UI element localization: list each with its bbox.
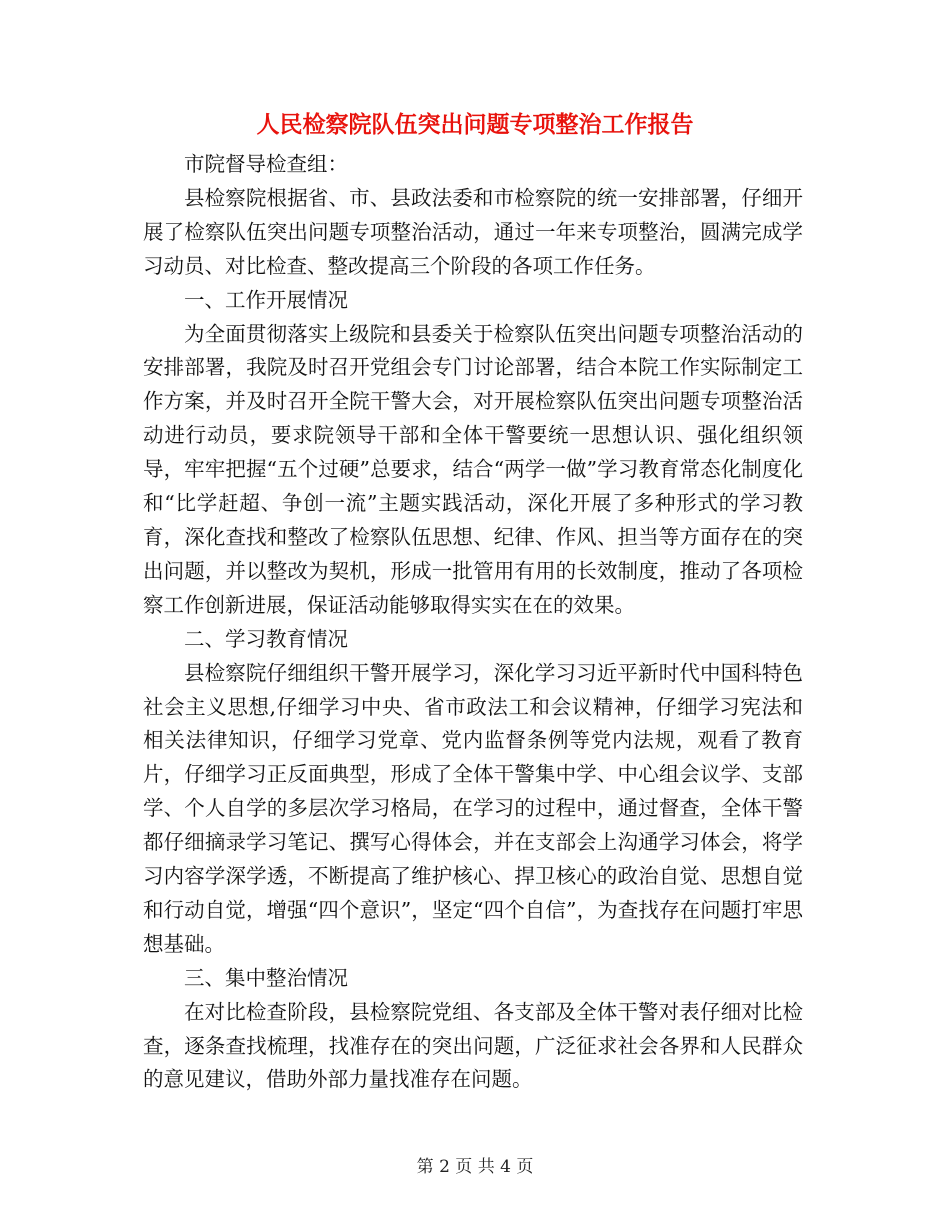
study-paragraph: 县检察院仔细组织干警开展学习，深化学习习近平新时代中国科特色社会主义思想,仔细学习中央、省市政法工和会议精神，仔细学习宪法和相关法律知识，仔细学习党章、党内监督条例等党内法规，观看了教育片，仔细学习正反面典型，形成了全体干警集中学、中心组会议学、支部学、个人自学的多层次学习格局，在学习的过程中，通过督查，全体干警都仔细摘录学习笔记、撰写心得体会，并在支部会上沟通学习体会，将学习内容学深学透，不断提高了维护核心、捍卫核心的政治自觉、思想自觉和行动自觉，增强“四个意识”，坚定“四个自信”，为查找存在问题打牢思想基础。 bbox=[143, 660, 803, 956]
salutation: 市院督导检查组： bbox=[184, 152, 348, 176]
section-heading-rectification: 三、集中整治情况 bbox=[184, 965, 348, 990]
document-title: 人民检察院队伍突出问题专项整治工作报告 bbox=[256, 111, 694, 138]
page-number-footer: 第 2 页 共 4 页 bbox=[416, 1157, 534, 1177]
work-paragraph: 为全面贯彻落实上级院和县委关于检察队伍突出问题专项整治活动的安排部署，我院及时召开党组会专门讨论部署，结合本院工作实际制定工作方案，并及时召开全院干警大会，对开展检察队伍突出问题专项整治活动进行动员，要求院领导干部和全体干警要统一思想认识、强化组织领导，牢牢把握“五个过硬”总要求，结合“两学一做”学习教育常态化制度化和“比学赶超、争创一流”主题实践活动，深化开展了多种形式的学习教育，深化查找和整改了检察队伍思想、纪律、作风、担当等方面存在的突出问题，并以整改为契机，形成一批管用有用的长效制度，推动了各项检察工作创新进展，保证活动能够取得实实在在的效果。 bbox=[143, 321, 803, 617]
section-heading-work: 一、工作开展情况 bbox=[184, 287, 348, 312]
rectification-paragraph: 在对比检查阶段，县检察院党组、各支部及全体干警对表仔细对比检查，逐条查找梳理，找准存在的突出问题，广泛征求社会各界和人民群众的意见建议，借助外部力量找准存在问题。 bbox=[143, 999, 803, 1092]
section-heading-study: 二、学习教育情况 bbox=[184, 626, 348, 651]
intro-paragraph: 县检察院根据省、市、县政法委和市检察院的统一安排部署，仔细开展了检察队伍突出问题专项整治活动，通过一年来专项整治，圆满完成学习动员、对比检查、整改提高三个阶段的各项工作任务。 bbox=[143, 185, 803, 278]
document-body bbox=[143, 148, 803, 1097]
